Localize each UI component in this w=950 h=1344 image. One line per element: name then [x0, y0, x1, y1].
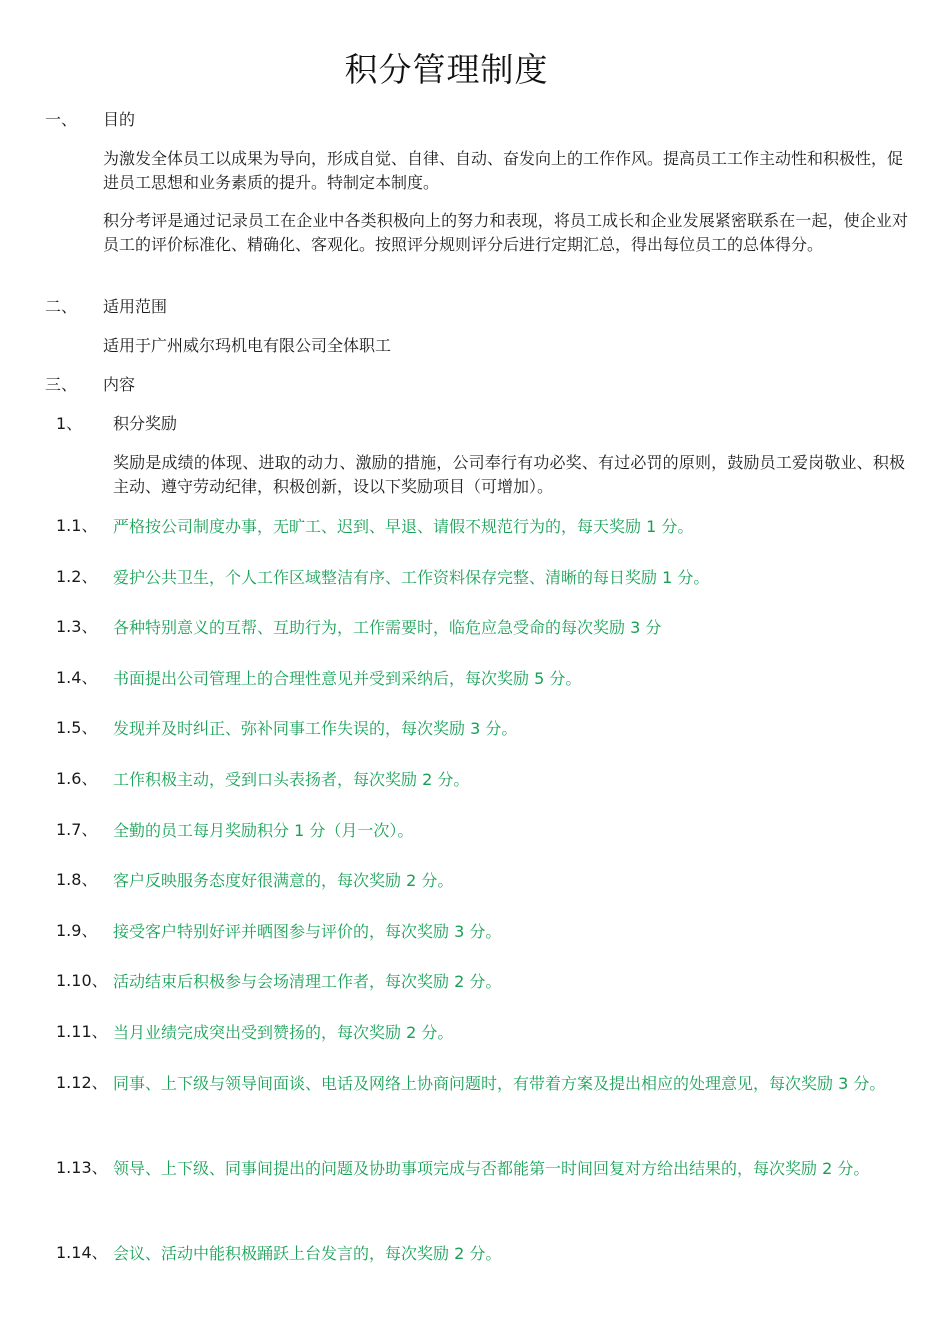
section-title-content: 内容 — [103, 375, 136, 394]
purpose-paragraph-2: 积分考评是通过记录员工在企业中各类积极向上的努力和表现，将员工成长和企业发展紧密联系在一起，使企业对员工的评价标准化、精确化、客观化。按照评分规则评分后进行定期汇总，得出每位员工的总体得分。 — [103, 211, 908, 254]
reward-item — [0, 1071, 950, 1151]
reward-item-number: 1.5、 — [56, 718, 98, 737]
reward-item-number: 1.12、 — [56, 1073, 108, 1092]
reward-item-text: 同事、上下级与领导间面谈、电话及网络上协商问题时，有带着方案及提出相应的处理意见，每次奖励 3 分。 — [113, 1074, 886, 1093]
reward-item-text: 各种特别意义的互帮、互助行为，工作需要时，临危应急受命的每次奖励 3 分 — [113, 618, 662, 637]
reward-item-text: 发现并及时纠正、弥补同事工作失误的，每次奖励 3 分。 — [113, 719, 518, 738]
section-number-3: 三、 — [45, 375, 78, 394]
reward-item-text: 接受客户特别好评并晒图参与评价的，每次奖励 3 分。 — [113, 922, 502, 941]
reward-item-number: 1.4、 — [56, 668, 98, 687]
reward-item-text: 工作积极主动，受到口头表扬者，每次奖励 2 分。 — [113, 770, 470, 789]
reward-item-text: 书面提出公司管理上的合理性意见并受到采纳后，每次奖励 5 分。 — [113, 669, 582, 688]
reward-item-number: 1.8、 — [56, 870, 98, 889]
reward-item-number: 1.7、 — [56, 820, 98, 839]
reward-item-number: 1.3、 — [56, 617, 98, 636]
section-title-scope: 适用范围 — [103, 297, 168, 316]
reward-item-number: 1.10、 — [56, 971, 108, 990]
reward-item — [0, 1156, 950, 1236]
reward-item-text: 活动结束后积极参与会场清理工作者，每次奖励 2 分。 — [113, 972, 502, 991]
reward-item-text: 客户反映服务态度好很满意的，每次奖励 2 分。 — [113, 871, 454, 890]
reward-item-text: 全勤的员工每月奖励积分 1 分（月一次）。 — [113, 821, 414, 840]
subsection-title-rewards: 积分奖励 — [113, 414, 178, 433]
scope-paragraph: 适用于广州威尔玛机电有限公司全体职工 — [103, 336, 392, 355]
rewards-intro-paragraph: 奖励是成绩的体现、进取的动力、激励的措施，公司奉行有功必奖、有过必罚的原则，鼓励员工爱岗敬业、积极主动、遵守劳动纪律，积极创新，设以下奖励项目（可增加）。 — [113, 453, 905, 496]
reward-item-text: 会议、活动中能积极踊跃上台发言的，每次奖励 2 分。 — [113, 1244, 502, 1263]
document-title: 积分管理制度 — [344, 50, 549, 89]
reward-item-number: 1.13、 — [56, 1158, 108, 1177]
section-number-1: 一、 — [45, 110, 78, 129]
reward-item-text: 爱护公共卫生，个人工作区域整洁有序、工作资料保存完整、清晰的每日奖励 1 分。 — [113, 568, 710, 587]
reward-item-text: 当月业绩完成突出受到赞扬的，每次奖励 2 分。 — [113, 1023, 454, 1042]
reward-item-number: 1.9、 — [56, 921, 98, 940]
reward-item-number: 1.11、 — [56, 1022, 108, 1041]
reward-item-number: 1.1、 — [56, 516, 98, 535]
section-title-purpose: 目的 — [103, 110, 136, 129]
reward-item-text: 领导、上下级、同事间提出的问题及协助事项完成与否都能第一时间回复对方给出结果的，每次奖励 2 分。 — [113, 1159, 870, 1178]
reward-item — [0, 1241, 950, 1321]
reward-item-number: 1.6、 — [56, 769, 98, 788]
purpose-paragraph-1: 为激发全体员工以成果为导向，形成自觉、自律、自动、奋发向上的工作作风。提高员工工作主动性和积极性，促进员工思想和业务素质的提升。特制定本制度。 — [103, 149, 904, 192]
subsection-number-1: 1、 — [56, 414, 83, 433]
reward-item-text: 严格按公司制度办事，无旷工、迟到、早退、请假不规范行为的，每天奖励 1 分。 — [113, 517, 694, 536]
reward-item-number: 1.14、 — [56, 1243, 108, 1262]
reward-item-number: 1.2、 — [56, 567, 98, 586]
section-number-2: 二、 — [45, 297, 78, 316]
